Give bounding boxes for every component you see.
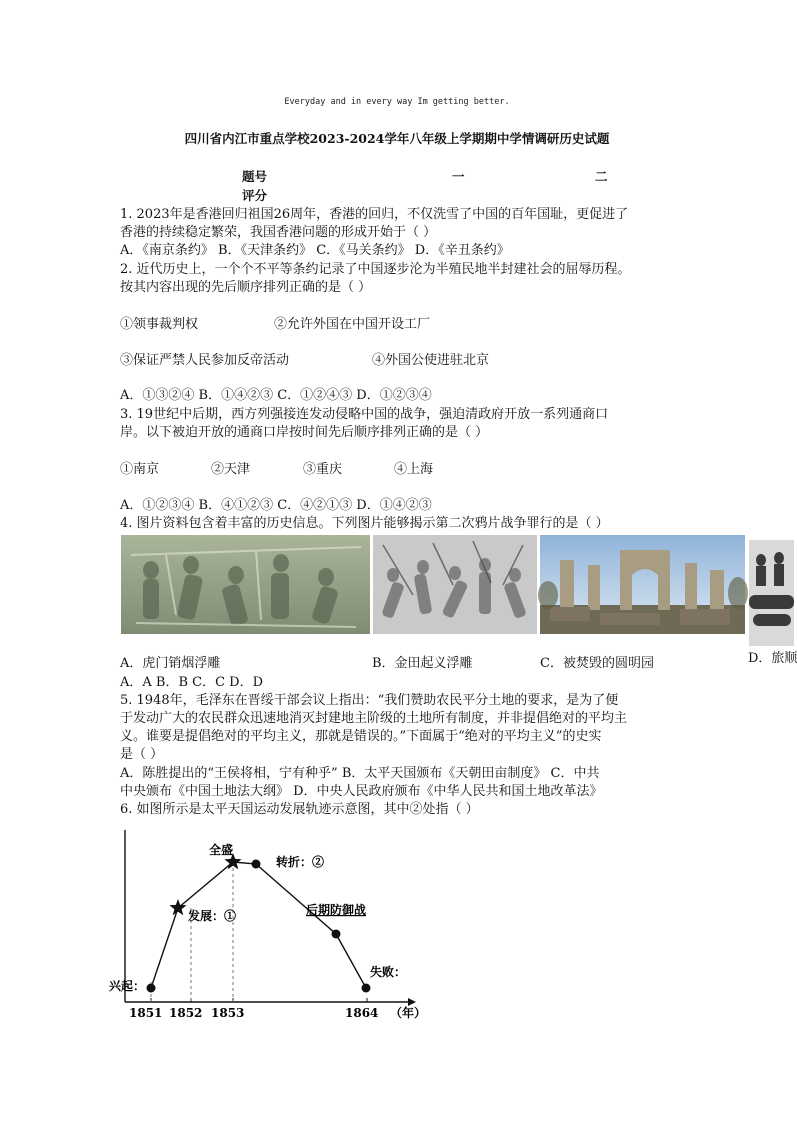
score-table-row2-label: 评分 [242, 188, 268, 203]
q2-item2: ②允许外国在中国开设工厂 [274, 317, 431, 332]
q4-image-b-jintian-relief [373, 535, 537, 634]
chart-point [252, 860, 261, 869]
chart-x-label: （年） [390, 1006, 427, 1020]
q5-options1: A．陈胜提出的“王侯将相，宁有种乎” B．太平天国颁布《天朝田亩制度》 C．中共 [120, 766, 600, 781]
chart-series-line [151, 862, 366, 988]
q5-line4: 是（ ） [120, 747, 164, 762]
chart-x-tick-label: 1851 [129, 1006, 163, 1020]
q2-item4: ④外国公使进驻北京 [372, 353, 490, 368]
q3-item4: ④上海 [394, 462, 434, 477]
chart-point-label: 后期防御战 [305, 903, 367, 917]
chart-point [147, 984, 156, 993]
chart-point [332, 930, 341, 939]
q5-line2: 于发动广大的农民群众迅速地消灭封建地主阶级的土地所有制度，并非提倡绝对的平均主 [120, 711, 628, 726]
q4-image-c-yuanmingyuan-ruins [540, 535, 745, 634]
chart-x-tick-label: 1864 [345, 1006, 379, 1020]
q4-caption-d: D．旅顺 [748, 651, 797, 666]
q3-item1: ①南京 [120, 462, 160, 477]
score-table-col1: 一 [452, 169, 465, 184]
q2-options: A．①③②④ B．①④②③ C．①②④③ D．①②③④ [120, 388, 432, 403]
q4-line1: 4. 图片资料包含着丰富的历史信息。下列图片能够揭示第二次鸦片战争罪行的是（ ） [120, 516, 609, 531]
q2-item1: ①领事裁判权 [120, 317, 199, 332]
q4-image-d-lushun-photo [749, 540, 794, 646]
header-motto: Everyday and in every way Im getting better. [284, 97, 510, 107]
q3-line1: 3. 19世纪中后期，西方列强接连发动侵略中国的战争，强迫清政府开放一系列通商口 [120, 407, 609, 422]
q3-item2: ②天津 [211, 462, 251, 477]
q4-caption-c: C．被焚毁的圆明园 [540, 656, 654, 671]
q4-image-a-humen-relief [121, 535, 370, 634]
q2-line1: 2. 近代历史上，一个个不平等条约记录了中国逐步沦为半殖民地半封建社会的屈辱历程。 [120, 262, 631, 277]
q3-options: A．①②③④ B．④①②③ C．④②①③ D．①④②③ [120, 498, 432, 513]
chart-point-label: 转折：② [276, 855, 325, 869]
chart-point-label: 发展：① [188, 909, 237, 923]
q5-options2: 中央颁布《中国土地法大纲》 D．中央人民政府颁布《中华人民共和国土地改革法》 [120, 784, 603, 799]
q5-line1: 5. 1948年，毛泽东在晋绥干部会议上指出：“我们赞助农民平分土地的要求，是为了便 [120, 693, 619, 708]
page-title: 四川省内江市重点学校2023-2024学年八年级上学期期中学情调研历史试题 [184, 131, 610, 146]
q5-line3: 义。谁要是提倡绝对的平均主义，那就是错误的。”下面属于“绝对的平均主义”的史实 [120, 729, 602, 744]
q3-line2: 岸。以下被迫开放的通商口岸按时间先后顺序排列正确的是（ ） [120, 425, 489, 440]
q4-caption-b: B．金田起义浮雕 [372, 656, 473, 671]
q6-line1: 6. 如图所示是太平天国运动发展轨迹示意图，其中②处指（ ） [120, 802, 479, 817]
score-table-row1-label: 题号 [242, 169, 268, 184]
q1-options: A．《南京条约》 B．《天津条约》 C．《马关条约》 D．《辛丑条约》 [120, 243, 510, 258]
q2-line2: 按其内容出现的先后顺序排列正确的是（ ） [120, 280, 372, 295]
chart-point [362, 984, 371, 993]
chart-point-label: 兴起： [108, 979, 145, 993]
chart-point-star [169, 899, 186, 915]
q1-line1: 1. 2023年是香港回归祖国26周年，香港的回归，不仅洗雪了中国的百年国耻，更促进了 [120, 207, 629, 222]
chart-x-arrow [408, 998, 416, 1006]
q4-caption-a: A．虎门销烟浮雕 [120, 656, 221, 671]
chart-x-tick-label: 1853 [211, 1006, 245, 1020]
chart-point-label: 全盛 [208, 843, 233, 857]
chart-x-tick-label: 1852 [169, 1006, 203, 1020]
q1-line2: 香港的持续稳定繁荣，我国香港问题的形成开始于（ ） [120, 225, 437, 240]
taiping-trajectory-chart [108, 828, 428, 1028]
q2-item3: ③保证严禁人民参加反帝活动 [120, 353, 290, 368]
q3-item3: ③重庆 [303, 462, 343, 477]
chart-point-label: 失败： [370, 965, 407, 979]
score-table-col2: 二 [595, 169, 608, 184]
q4-options: A．A B．B C．C D．D [120, 675, 264, 690]
